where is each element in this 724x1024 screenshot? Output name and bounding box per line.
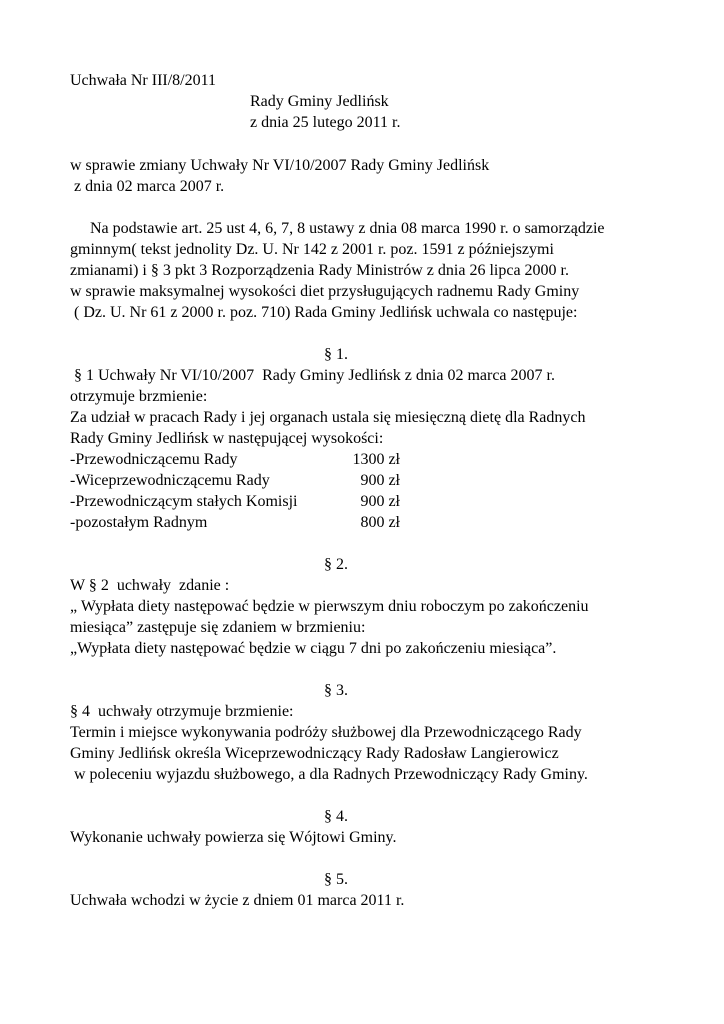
diet-amount: 1300 zł: [352, 451, 400, 468]
section-text: otrzymuje brzmienie:: [70, 388, 208, 405]
section-heading: § 1.: [324, 346, 348, 363]
resolution-date: z dnia 25 lutego 2011 r.: [250, 114, 401, 131]
section-text: „ Wypłata diety następować będzie w pierwszym dniu roboczym po zakończeniu: [70, 598, 589, 615]
section-text: Uchwała wchodzi w życie z dniem 01 marca 2011 r.: [70, 892, 405, 909]
preamble-line: Na podstawie art. 25 ust 4, 6, 7, 8 ustawy z dnia 08 marca 1990 r. o samorządzie: [70, 220, 605, 237]
subject-line: z dnia 02 marca 2007 r.: [70, 178, 225, 195]
diet-role: -Przewodniczącym stałych Komisji: [70, 493, 298, 510]
section-text: Wykonanie uchwały powierza się Wójtowi Gminy.: [70, 829, 397, 846]
section-text: w poleceniu wyjazdu służbowego, a dla Radnych Przewodniczący Rady Gminy.: [70, 766, 588, 783]
section-text: miesiąca” zastępuje się zdaniem w brzmieniu:: [70, 619, 366, 636]
section-text: Za udział w pracach Rady i jej organach ustala się miesięczną dietę dla Radnych: [70, 409, 586, 426]
diet-amount: 800 zł: [360, 514, 400, 531]
preamble-line: zmianami) i § 3 pkt 3 Rozporządzenia Rady Ministrów z dnia 26 lipca 2000 r.: [70, 262, 569, 279]
section-text: „Wypłata diety następować będzie w ciągu 7 dni po zakończeniu miesiąca”.: [70, 640, 557, 657]
section-text: Gminy Jedlińsk określa Wiceprzewodniczący Rady Radosław Langierowicz: [70, 745, 559, 762]
section-text: W § 2 uchwały zdanie :: [70, 577, 230, 594]
preamble-line: gminnym( tekst jednolity Dz. U. Nr 142 z 2001 r. poz. 1591 z późniejszymi: [70, 241, 554, 258]
section-heading: § 3.: [324, 682, 348, 699]
section-text: Termin i miejsce wykonywania podróży służbowej dla Przewodniczącego Rady: [70, 724, 582, 741]
section-text: Rady Gminy Jedlińsk w następującej wysokości:: [70, 430, 384, 447]
preamble-line: ( Dz. U. Nr 61 z 2000 r. poz. 710) Rada Gminy Jedlińsk uchwala co następuje:: [70, 304, 578, 321]
diet-amount: 900 zł: [360, 493, 400, 510]
diet-amount: 900 zł: [360, 472, 400, 489]
diet-role: -Wiceprzewodniczącemu Rady: [70, 472, 270, 489]
council-name: Rady Gminy Jedlińsk: [250, 93, 389, 110]
section-heading: § 4.: [324, 808, 348, 825]
section-text: § 1 Uchwały Nr VI/10/2007 Rady Gminy Jedlińsk z dnia 02 marca 2007 r.: [70, 367, 555, 384]
section-text: § 4 uchwały otrzymuje brzmienie:: [70, 703, 294, 720]
resolution-number: Uchwała Nr III/8/2011: [70, 72, 217, 89]
diet-role: -pozostałym Radnym: [70, 514, 208, 531]
diet-role: -Przewodniczącemu Rady: [70, 451, 238, 468]
section-heading: § 2.: [324, 556, 348, 573]
preamble-line: w sprawie maksymalnej wysokości diet przysługujących radnemu Rady Gminy: [70, 283, 580, 300]
section-heading: § 5.: [324, 871, 348, 888]
subject-line: w sprawie zmiany Uchwały Nr VI/10/2007 Rady Gminy Jedlińsk: [70, 157, 490, 174]
